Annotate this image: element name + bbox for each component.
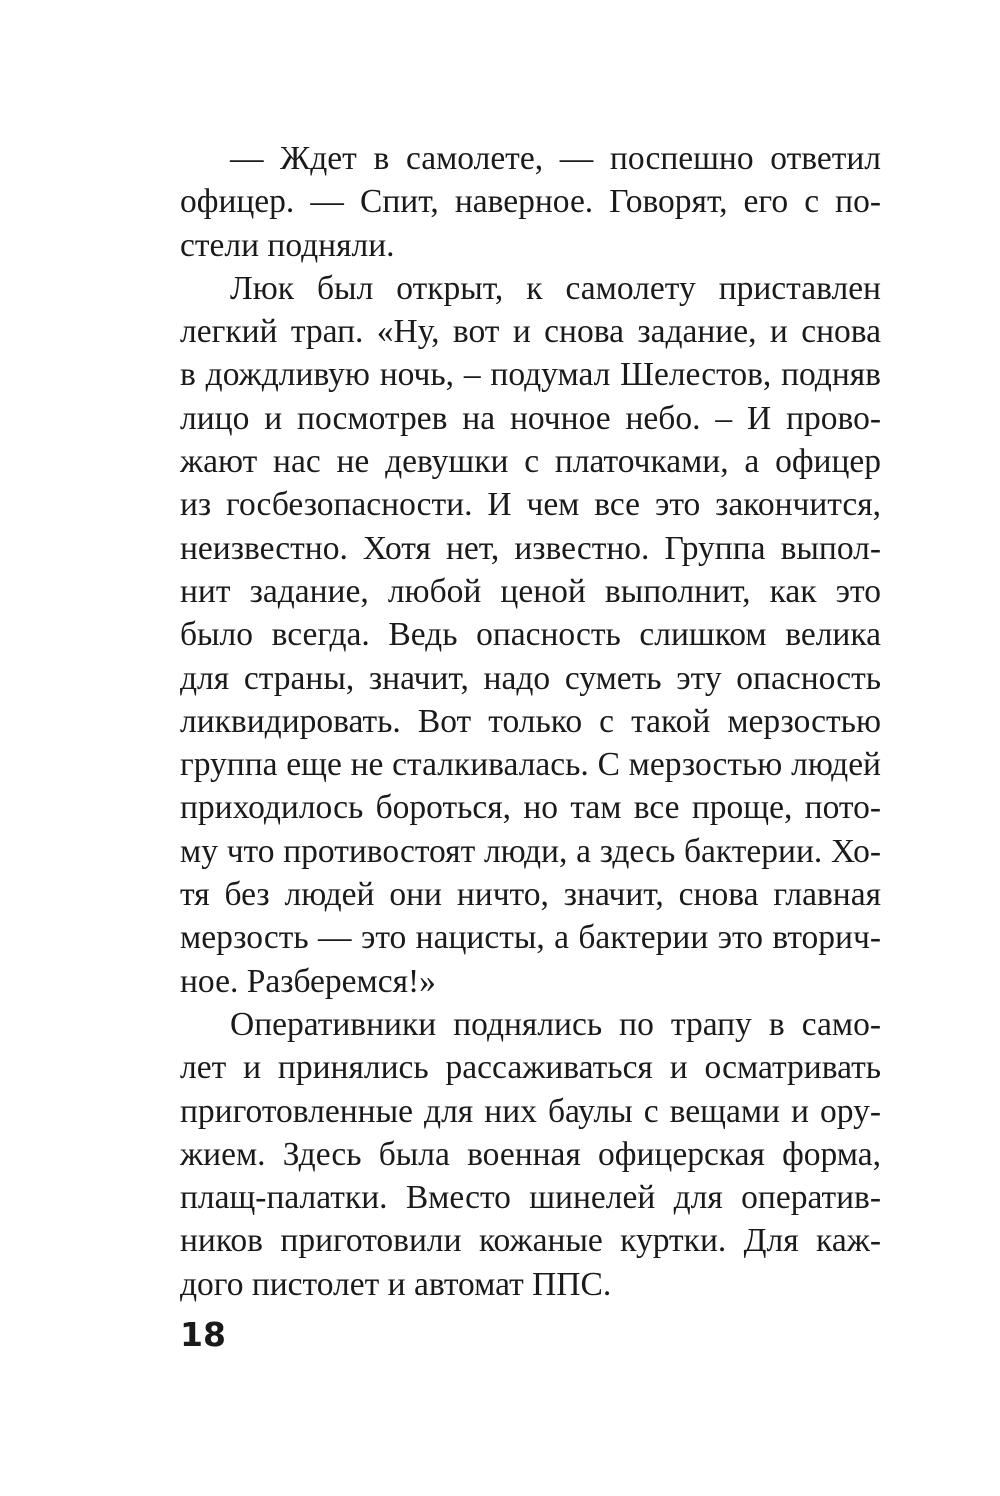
text-line: ликвидировать. Вот только с такой мерзостью [180, 702, 881, 740]
text-line: в дождливую ночь, – подумал Шелестов, подняв [180, 356, 881, 394]
page-number: 18 [180, 1315, 226, 1354]
text-line: для страны, значит, надо суметь эту опасность [180, 659, 881, 697]
text-line: ное. Разберемся!» [180, 962, 436, 1000]
body-text [180, 137, 881, 1306]
text-line: тя без людей они ничто, значит, снова главная [180, 876, 881, 914]
text-line: дого пистолет и автомат ППС. [180, 1265, 612, 1303]
text-line: стели подняли. [180, 226, 395, 264]
text-line: нит задание, любой ценой выполнит, как это [180, 572, 881, 610]
text-line: было всегда. Ведь опасность слишком велика [180, 616, 881, 654]
text-line: легкий трап. «Ну, вот и снова задание, и снова [180, 313, 881, 351]
text-line: Оперативники поднялись по трапу в само- [230, 1005, 881, 1043]
text-line: офицер. — Спит, наверное. Говорят, его с по- [180, 183, 881, 221]
text-line: жают нас не девушки с платочками, а офицер [180, 443, 881, 481]
text-line: приходилось бороться, но там все проще, пото- [180, 789, 881, 827]
text-line: неизвестно. Хотя нет, известно. Группа выпол- [180, 529, 881, 567]
text-line: лет и принялись рассаживаться и осматривать [180, 1049, 881, 1087]
text-line: мерзость — это нацисты, а бактерии это вторич- [180, 919, 881, 957]
text-line: Люк был открыт, к самолету приставлен [230, 269, 881, 307]
text-line: приготовленные для них баулы с вещами и ору- [180, 1092, 881, 1130]
text-line: жием. Здесь была военная офицерская форма, [180, 1135, 881, 1173]
text-line: му что противостоят люди, а здесь бактерии. Хо- [180, 832, 881, 870]
text-line: — Ждет в самолете, — поспешно ответил [230, 140, 881, 177]
text-line: ников приготовили кожаные куртки. Для каж- [180, 1222, 881, 1260]
text-line: плащ-палатки. Вместо шинелей для оператив- [180, 1179, 881, 1217]
text-line: группа еще не сталкивалась. С мерзостью людей [180, 746, 881, 784]
text-line: из госбезопасности. И чем все это закончится, [180, 486, 881, 524]
text-line: лицо и посмотрев на ночное небо. – И прово- [180, 399, 881, 437]
